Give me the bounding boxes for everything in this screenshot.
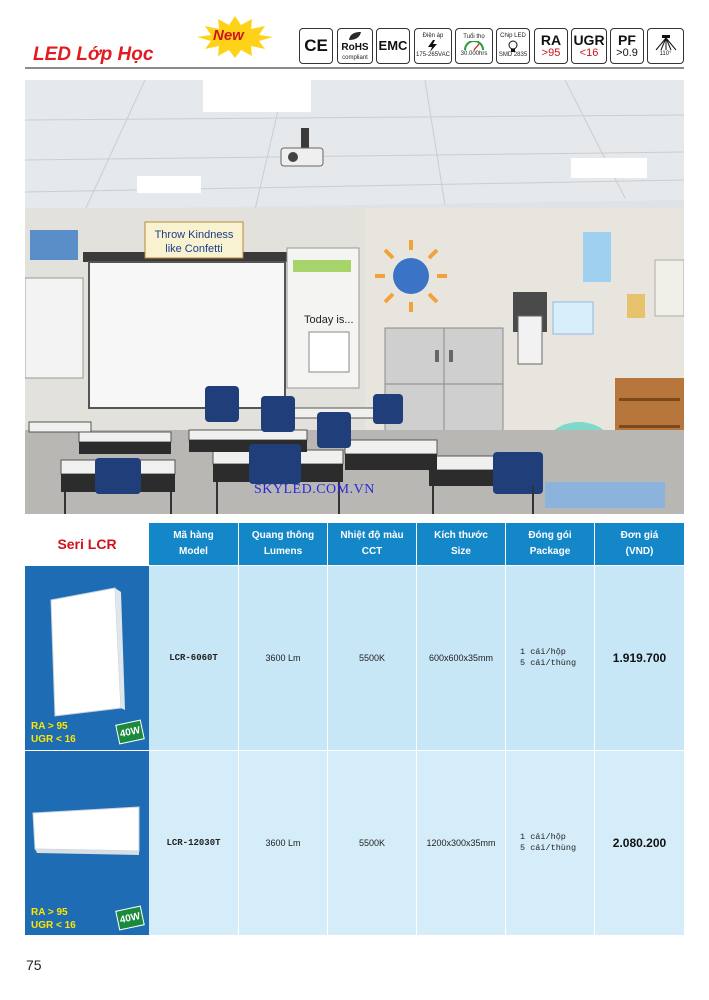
lifetime-mark-icon: Tuổi thọ 30.000hrs [455, 28, 493, 64]
row-cct: 5500K [328, 566, 416, 750]
ra-mark-icon: RA >95 [534, 28, 568, 64]
gauge-icon [463, 41, 485, 51]
board-text: Today is... [304, 314, 354, 326]
header-lumens: Quang thông Lumens [239, 523, 327, 565]
row-cct: 5500K [328, 751, 416, 935]
classroom-photo [25, 80, 684, 514]
watermark-text: SKYLED.COM.VN [254, 482, 375, 497]
page-title: LED Lớp Học [33, 44, 154, 65]
emc-mark-icon: EMC [376, 28, 410, 64]
beam-angle-mark-icon: 110° [647, 28, 684, 64]
watt-badge: 40W [115, 720, 145, 745]
chip-mark-icon: Chip LED SMD 2835 [496, 28, 530, 64]
ce-mark-icon: CE [299, 28, 333, 64]
row-size: 600x600x35mm [417, 566, 505, 750]
row-size: 1200x300x35mm [417, 751, 505, 935]
header-package: Đóng gói Package [506, 523, 594, 565]
watt-badge: 40W [115, 906, 145, 931]
header-size: Kích thước Size [417, 523, 505, 565]
rohs-mark-icon: RoHS compliant [337, 28, 373, 64]
banner-line1: Throw Kindness [154, 229, 234, 241]
header-price: Đơn giá (VND) [595, 523, 684, 565]
page-header [0, 0, 709, 72]
spec-ugr: UGR < 16 [31, 920, 76, 931]
row-model: LCR-6060T [149, 566, 238, 750]
banner-line2: like Confetti [165, 243, 223, 255]
new-badge: New [213, 27, 244, 44]
header-cct: Nhiệt độ màu CCT [328, 523, 416, 565]
spec-ra: RA > 95 [31, 721, 68, 732]
pf-mark-icon: PF >0.9 [610, 28, 644, 64]
row-package: 1 cái/hộp 5 cái/thùng [506, 751, 594, 935]
header-model: Mã hàng Model [149, 523, 238, 565]
row-model: LCR-12030T [149, 751, 238, 935]
row-lumens: 3600 Lm [239, 566, 327, 750]
product-image-lcr-6060t [25, 566, 149, 750]
spec-ugr: UGR < 16 [31, 734, 76, 745]
voltage-mark-icon: Điện áp 175-265VAC [414, 28, 452, 64]
product-image-lcr-12030t [25, 751, 149, 935]
spec-ra: RA > 95 [31, 907, 68, 918]
series-label: Seri LCR [57, 536, 117, 552]
row-price: 1.919.700 [595, 566, 684, 750]
row-package: 1 cái/hộp 5 cái/thùng [506, 566, 594, 750]
ugr-mark-icon: UGR <16 [571, 28, 607, 64]
page-number: 75 [26, 957, 42, 973]
title-divider [25, 67, 684, 69]
bulb-icon [508, 40, 518, 52]
lightning-icon [426, 40, 440, 52]
beam-icon [654, 35, 678, 51]
row-lumens: 3600 Lm [239, 751, 327, 935]
leaf-icon [348, 31, 362, 41]
row-price: 2.080.200 [595, 751, 684, 935]
